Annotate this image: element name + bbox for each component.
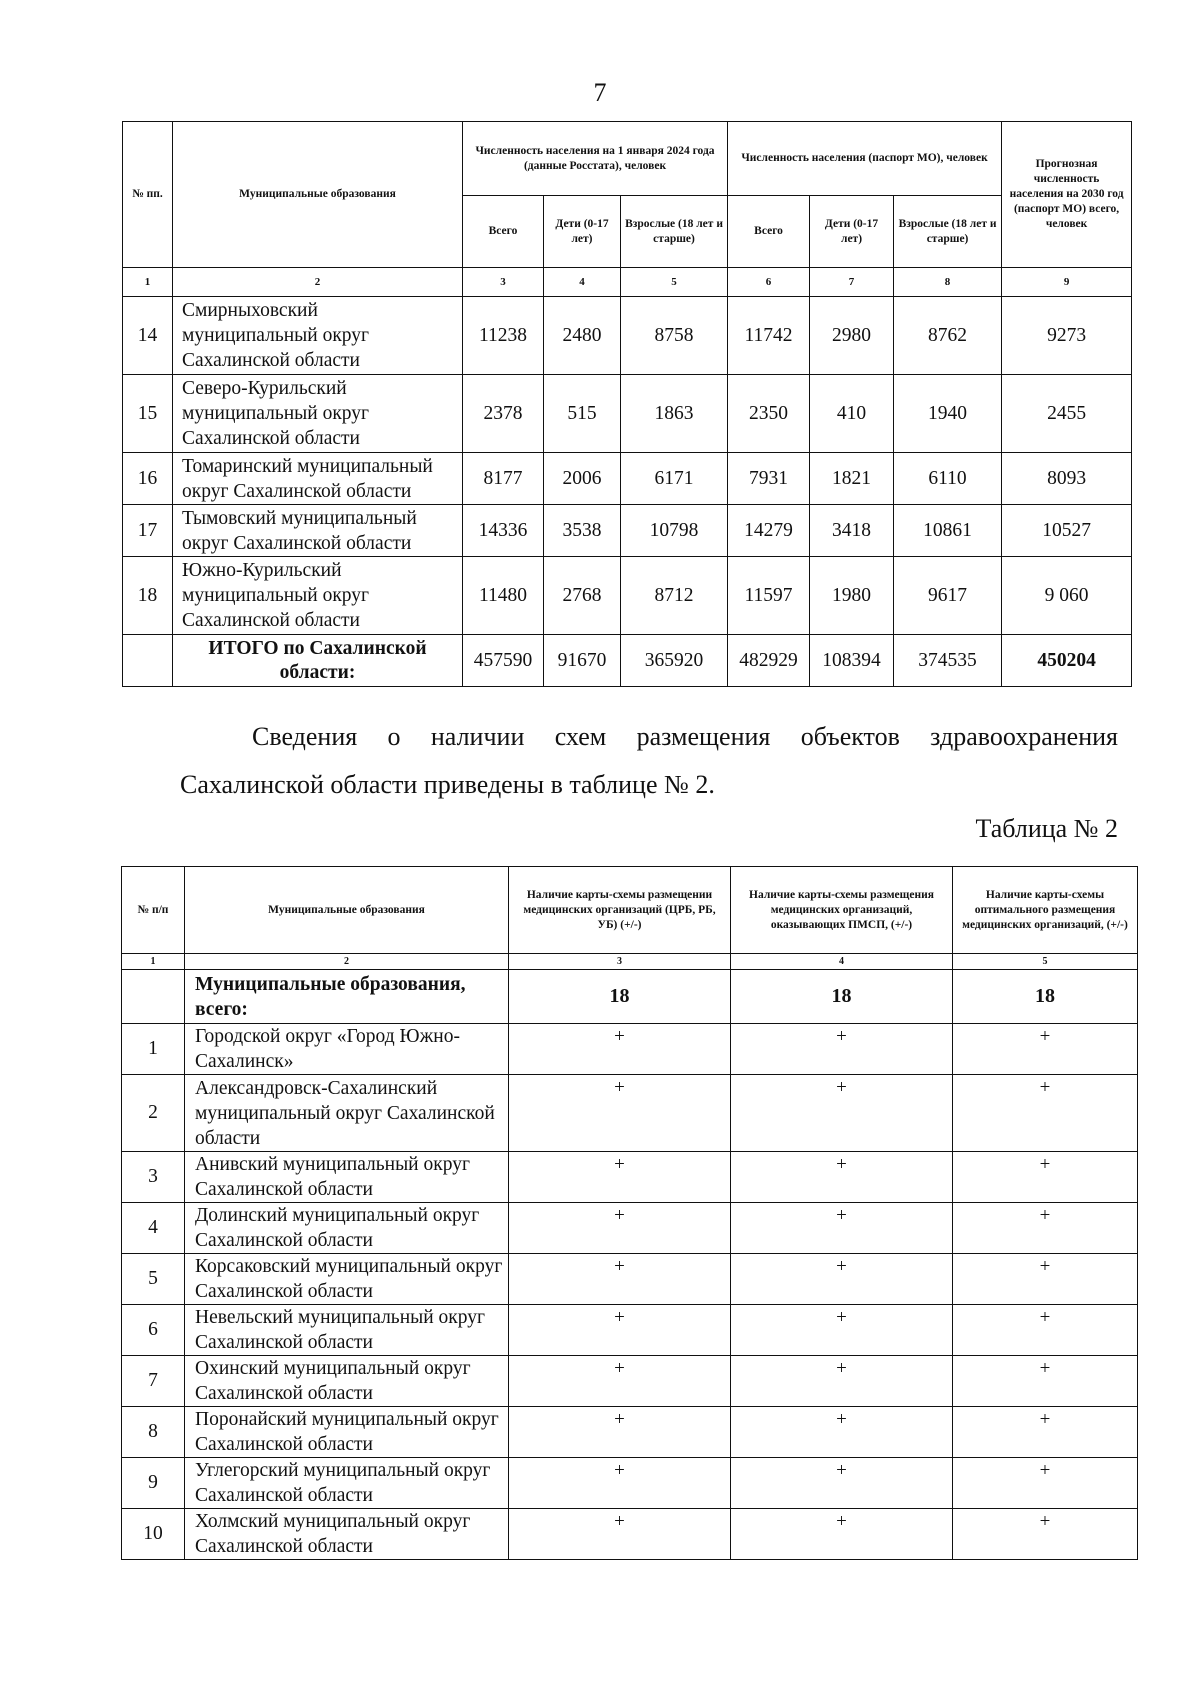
cell-mark: + [509,1305,731,1356]
cell-mark: + [953,1254,1138,1305]
colnum: 8 [894,268,1002,297]
total-value: 91670 [544,635,621,687]
cell-mark: + [953,1407,1138,1458]
table-row [122,1254,1138,1305]
row-num: 8 [122,1407,185,1458]
table-row [123,505,1132,557]
colnum: 2 [185,954,509,970]
header-forecast: Прогнозная численность населения на 2030 год (паспорт МО) всего, человек [1002,122,1132,268]
row-num: 10 [122,1509,185,1560]
row-name: Невельский муниципальный округ Сахалинской области [185,1305,509,1356]
table2-caption: Таблица № 2 [975,814,1118,843]
cell-value: 8177 [463,453,544,505]
cell-mark: + [953,1305,1138,1356]
cell-mark: + [731,1203,953,1254]
total-row [122,970,1138,1024]
header-children: Дети (0-17 лет) [544,196,621,268]
row-name: Поронайский муниципальный округ Сахалинской области [185,1407,509,1458]
total-value: 365920 [621,635,728,687]
row-num: 2 [122,1075,185,1152]
cell-value: 2980 [810,297,894,375]
cell-value: 2378 [463,375,544,453]
cell-mark: + [509,1356,731,1407]
cell-value: 3418 [810,505,894,557]
total-value: 457590 [463,635,544,687]
row-name: Александровск-Сахалинский муниципальный округ Сахалинской области [185,1075,509,1152]
total-label: ИТОГО по Сахалинской области: [173,635,463,687]
row-num: 4 [122,1203,185,1254]
table-row [122,1075,1138,1152]
cell-value: 8762 [894,297,1002,375]
colnum: 5 [953,954,1138,970]
cell-value: 2350 [728,375,810,453]
cell-value: 1821 [810,453,894,505]
cell-value: 2768 [544,557,621,635]
population-table [122,121,1132,687]
cell-value: 6171 [621,453,728,505]
cell-mark: + [509,1407,731,1458]
cell-value: 7931 [728,453,810,505]
page-number: 7 [593,78,607,107]
total-num [122,970,185,1024]
cell-value: 8093 [1002,453,1132,505]
cell-mark: + [509,1152,731,1203]
cell-value: 10861 [894,505,1002,557]
cell-mark: + [509,1075,731,1152]
row-num: 15 [123,375,173,453]
row-num: 18 [123,557,173,635]
cell-mark: + [731,1305,953,1356]
table-row [123,557,1132,635]
header-c5: Наличие карты-схемы оптимального размещения медицинских организаций, (+/-) [953,867,1138,954]
total-value: 18 [953,970,1138,1024]
cell-mark: + [509,1458,731,1509]
cell-value: 1863 [621,375,728,453]
row-name: Северо-Курильский муниципальный округ Сахалинской области [173,375,463,453]
cell-value: 11238 [463,297,544,375]
colnum: 4 [731,954,953,970]
total-num [123,635,173,687]
cell-value: 9273 [1002,297,1132,375]
total-value: 482929 [728,635,810,687]
cell-mark: + [509,1024,731,1075]
table-row [122,1203,1138,1254]
cell-mark: + [953,1458,1138,1509]
total-value: 18 [731,970,953,1024]
row-name: Корсаковский муниципальный округ Сахалинской области [185,1254,509,1305]
header-passport: Численность населения (паспорт МО), человек [728,122,1002,196]
row-num: 7 [122,1356,185,1407]
cell-value: 2455 [1002,375,1132,453]
cell-value: 14279 [728,505,810,557]
cell-mark: + [953,1152,1138,1203]
colnum: 9 [1002,268,1132,297]
cell-value: 8758 [621,297,728,375]
cell-value: 11480 [463,557,544,635]
row-name: Холмский муниципальный округ Сахалинской области [185,1509,509,1560]
header-mo: Муниципальные образования [173,122,463,268]
cell-value: 410 [810,375,894,453]
table-row [122,1509,1138,1560]
header-c3: Наличие карты-схемы размещении медицинских организаций (ЦРБ, РБ, УБ) (+/-) [509,867,731,954]
cell-value: 1940 [894,375,1002,453]
colnum: 6 [728,268,810,297]
row-num: 9 [122,1458,185,1509]
cell-mark: + [731,1254,953,1305]
cell-value: 6110 [894,453,1002,505]
cell-mark: + [509,1254,731,1305]
row-num: 14 [123,297,173,375]
cell-value: 2480 [544,297,621,375]
cell-value: 11597 [728,557,810,635]
header-rosstat: Численность населения на 1 января 2024 года (данные Росстата), человек [463,122,728,196]
health-schemes-table [121,866,1138,1560]
colnum: 2 [173,268,463,297]
row-num: 17 [123,505,173,557]
colnum: 4 [544,268,621,297]
row-name: Долинский муниципальный округ Сахалинской области [185,1203,509,1254]
cell-value: 10527 [1002,505,1132,557]
total-value: 374535 [894,635,1002,687]
header-total: Всего [463,196,544,268]
row-name: Смирныховский муниципальный округ Сахалинской области [173,297,463,375]
cell-mark: + [731,1356,953,1407]
cell-mark: + [509,1509,731,1560]
cell-value: 2006 [544,453,621,505]
cell-value: 8712 [621,557,728,635]
colnum: 7 [810,268,894,297]
cell-mark: + [731,1024,953,1075]
cell-mark: + [953,1356,1138,1407]
cell-mark: + [731,1152,953,1203]
table-row [122,1024,1138,1075]
total-value: 18 [509,970,731,1024]
header-c4: Наличие карты-схемы размещения медицинских организаций, оказывающих ПМСП, (+/-) [731,867,953,954]
row-num: 6 [122,1305,185,1356]
total-value: 450204 [1002,635,1132,687]
cell-value: 3538 [544,505,621,557]
total-row [123,635,1132,687]
table-row [122,1152,1138,1203]
colnum: 5 [621,268,728,297]
cell-value: 11742 [728,297,810,375]
total-label: Муниципальные образования, всего: [185,970,509,1024]
colnum: 1 [123,268,173,297]
cell-mark: + [953,1075,1138,1152]
colnum: 1 [122,954,185,970]
cell-mark: + [731,1458,953,1509]
row-name: Углегорский муниципальный округ Сахалинской области [185,1458,509,1509]
row-name: Анивский муниципальный округ Сахалинской области [185,1152,509,1203]
header-num: № п/п [122,867,185,954]
cell-mark: + [731,1407,953,1458]
cell-mark: + [953,1024,1138,1075]
table-row [122,1407,1138,1458]
column-numbers [122,954,1138,970]
total-value: 108394 [810,635,894,687]
header-adults2: Взрослые (18 лет и старше) [894,196,1002,268]
header-adults: Взрослые (18 лет и старше) [621,196,728,268]
row-name: Тымовский муниципальный округ Сахалинской области [173,505,463,557]
header-total2: Всего [728,196,810,268]
row-num: 1 [122,1024,185,1075]
table-row [122,1356,1138,1407]
row-name: Южно-Курильский муниципальный округ Сахалинской области [173,557,463,635]
cell-mark: + [731,1075,953,1152]
table-row [123,375,1132,453]
header-children2: Дети (0-17 лет) [810,196,894,268]
cell-mark: + [953,1203,1138,1254]
cell-value: 14336 [463,505,544,557]
row-name: Томаринский муниципальный округ Сахалинской области [173,453,463,505]
header-num: № пп. [123,122,173,268]
body-paragraph: Сведения о наличии схем размещения объектов здравоохранения Сахалинской области приведены в таблице № 2. [180,722,1118,799]
cell-value: 9 060 [1002,557,1132,635]
row-name: Городской округ «Город Южно-Сахалинск» [185,1024,509,1075]
column-numbers [123,268,1132,297]
colnum: 3 [509,954,731,970]
cell-mark: + [509,1203,731,1254]
table-row [122,1458,1138,1509]
cell-value: 515 [544,375,621,453]
header-mo: Муниципальные образования [185,867,509,954]
cell-mark: + [731,1509,953,1560]
cell-value: 10798 [621,505,728,557]
row-num: 5 [122,1254,185,1305]
table-row [123,297,1132,375]
row-num: 16 [123,453,173,505]
cell-mark: + [953,1509,1138,1560]
colnum: 3 [463,268,544,297]
table-row [123,453,1132,505]
cell-value: 9617 [894,557,1002,635]
cell-value: 1980 [810,557,894,635]
row-num: 3 [122,1152,185,1203]
table-row [122,1305,1138,1356]
row-name: Охинский муниципальный округ Сахалинской области [185,1356,509,1407]
